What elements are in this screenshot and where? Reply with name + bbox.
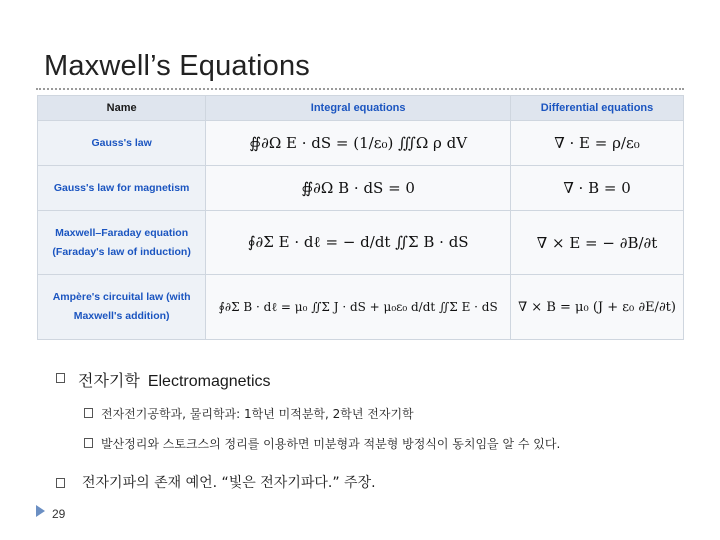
- row-name-line: Ampère's circuital law (with: [52, 291, 191, 303]
- table-row: [38, 121, 684, 166]
- header-integral: Integral equations: [206, 96, 511, 121]
- sub-bullet-equivalence: 발산정리와 스토크스의 정리를 이용하면 미분형과 적분형 방정식이 동치임을 알 수 있다.: [101, 437, 561, 451]
- integral-gauss: ∯∂Ω E · dS = (1/ε₀) ∭Ω ρ dV: [206, 121, 511, 166]
- bullet-korean-text: 전자기학: [78, 371, 140, 390]
- row-name-line: (Faraday's law of induction): [52, 245, 191, 258]
- bullet-box-icon: [84, 408, 93, 418]
- bullet-box-icon: [56, 478, 65, 488]
- differential-gauss-magnetism: ∇ · B = 0: [511, 166, 684, 211]
- integral-ampere: ∮∂Σ B · dℓ = μ₀ ∬Σ J · dS + μ₀ε₀ d/dt ∬Σ E · dS: [206, 275, 511, 340]
- integral-gauss-magnetism: ∯∂Ω B · dS = 0: [206, 166, 511, 211]
- differential-faraday: ∇ × E = − ∂B/∂t: [511, 211, 684, 275]
- table-row: [38, 211, 684, 275]
- bullet-main-electromagnetics: [78, 368, 271, 391]
- row-name-ampere[interactable]: [38, 275, 206, 340]
- page-marker-icon: [36, 505, 45, 517]
- differential-gauss: ∇ · E = ρ/ε₀: [511, 121, 684, 166]
- maxwell-equations-table: [37, 95, 684, 340]
- integral-faraday: ∮∂Σ E · dℓ = − d/dt ∬Σ B · dS: [206, 211, 511, 275]
- bullet-main-em-waves: 전자기파의 존재 예언. “빛은 전자기파다.” 주장.: [82, 475, 376, 491]
- table-header-row: [38, 96, 684, 121]
- header-differential: Differential equations: [511, 96, 684, 121]
- table-row: [38, 166, 684, 211]
- row-name-line: Maxwell–Faraday equation: [55, 226, 189, 239]
- bullet-english-text: Electromagnetics: [147, 373, 271, 390]
- row-name-gauss[interactable]: Gauss's law: [38, 121, 206, 166]
- table-row: [38, 275, 684, 340]
- header-name: Name: [38, 96, 206, 121]
- row-name-gauss-magnetism[interactable]: Gauss's law for magnetism: [38, 166, 206, 211]
- sub-bullet-curriculum: 전자전기공학과, 물리학과: 1학년 미적분학, 2학년 전자기학: [101, 407, 414, 421]
- row-name-faraday[interactable]: [38, 211, 206, 275]
- bullet-box-icon: [84, 438, 93, 448]
- title-divider: [36, 88, 684, 90]
- differential-ampere: ∇ × B = μ₀ (J + ε₀ ∂E/∂t): [511, 275, 684, 340]
- slide-title: Maxwell’s Equations: [44, 50, 311, 82]
- page-number: 29: [52, 507, 66, 521]
- row-name-line: Maxwell's addition): [73, 310, 170, 322]
- bullet-box-icon: [56, 373, 65, 383]
